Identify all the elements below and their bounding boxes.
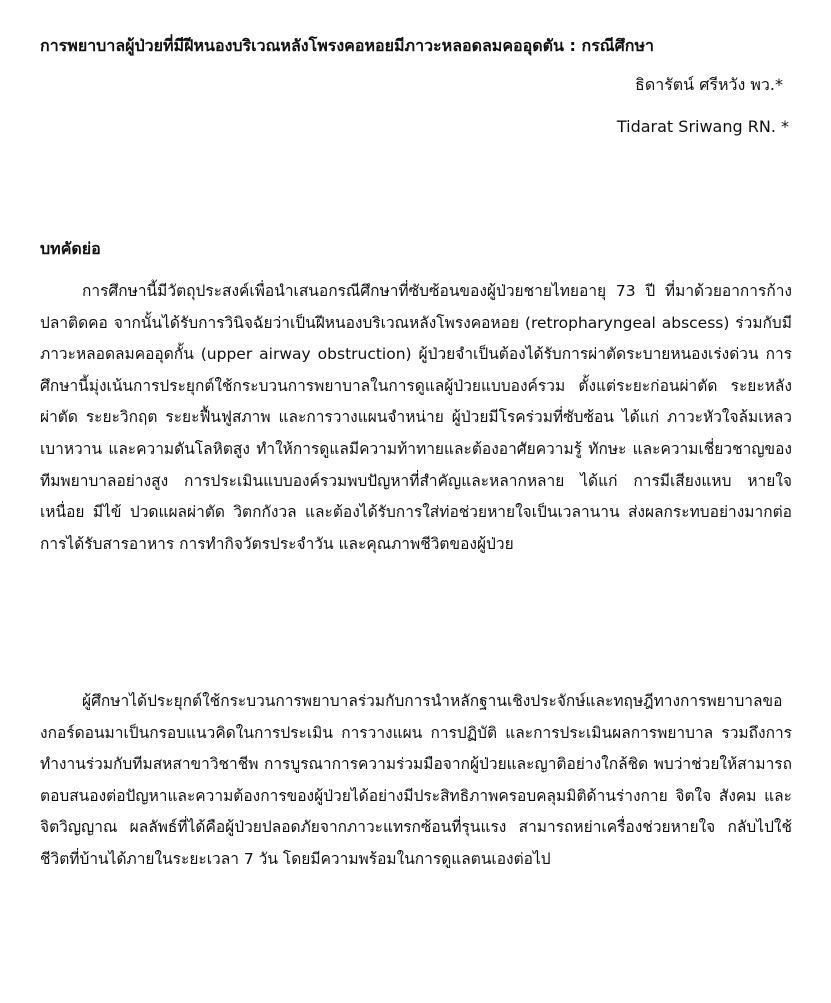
abstract-paragraph-1: การศึกษานี้มีวัตถุประสงค์เพื่อนำเสนอกรณีศึกษาที่ซับซ้อนของผู้ป่วยชายไทยอายุ 73 ปี ที่มาด้วยอาการก้างปลาติดคอ จากนั้นได้รับการวินิจฉัยว่าเป็นฝีหนองบริเวณหลังโพรงคอหอย (retropharyngeal abscess) ร่วมกับมีภาวะหลอดลมคออุดกั้น (upper airway obstruction) ผู้ป่วยจำเป็นต้องได้รับการผ่าตัดระบายหนองเร่งด่วน การศึกษานี้มุ่งเน้นการประยุกต์ใช้กระบวนการพยาบาลในการดูแลผู้ป่วยแบบองค์รวม ตั้งแต่ระยะก่อนผ่าตัด ระยะหลังผ่าตัด ระยะวิกฤต ระยะฟื้นฟูสภาพ และการวางแผนจำหน่าย ผู้ป่วยมีโรคร่วมที่ซับซ้อน ได้แก่ ภาวะหัวใจล้มเหลว เบาหวาน และความดันโลหิตสูง ทำให้การดูแลมีความท้าทายและต้องอาศัยความรู้ ทักษะ และความเชี่ยวชาญของทีมพยาบาลอย่างสูง การประเมินแบบองค์รวมพบปัญหาที่สำคัญและหลากหลาย ได้แก่ การมีเสียงแหบ หายใจเหนื่อย มีไข้ ปวดแผลผ่าตัด วิตกกังวล และต้องได้รับการใส่ท่อช่วยหายใจเป็นเวลานาน ส่งผลกระทบอย่างมากต่อการได้รับสารอาหาร การทำกิจวัตรประจำวัน และคุณภาพชีวิตของผู้ป่วย [40, 282, 792, 553]
abstract-paragraph-2: ผู้ศึกษาได้ประยุกต์ใช้กระบวนการพยาบาลร่วมกับการนำหลักฐานเชิงประจักษ์และทฤษฎีทางการพยาบาลของกอร์ดอนมาเป็นกรอบแนวคิดในการประเมิน การวางแผน การปฏิบัติ และการประเมินผลการพยาบาล รวมถึงการทำงานร่วมกับทีมสหสาขาวิชาชีพ การบูรณาการความร่วมมือจากผู้ป่วยและญาติอย่างใกล้ชิด พบว่าช่วยให้สามารถตอบสนองต่อปัญหาและความต้องการของผู้ป่วยได้อย่างมีประสิทธิภาพครอบคลุมมิติด้านร่างกาย จิตใจ สังคม และจิตวิญญาณ ผลลัพธ์ที่ได้คือผู้ป่วยปลอดภัยจากภาวะแทรกซ้อนที่รุนแรง สามารถหย่าเครื่องช่วยหายใจ กลับไปใช้ชีวิตที่บ้านได้ภายในระยะเวลา 7 วัน โดยมีความพร้อมในการดูแลตนเองต่อไป [40, 692, 792, 868]
author-name-english: Tidarat Sriwang RN. * [616, 117, 789, 136]
paper-title: การพยาบาลผู้ป่วยที่มีฝีหนองบริเวณหลังโพรงคอหอยมีภาวะหลอดลมคออุดตัน : กรณีศึกษา [40, 36, 655, 55]
abstract-heading: บทคัดย่อ [40, 239, 101, 258]
author-name-thai: ธิดารัตน์ ศรีหวัง พว.* [635, 75, 783, 94]
